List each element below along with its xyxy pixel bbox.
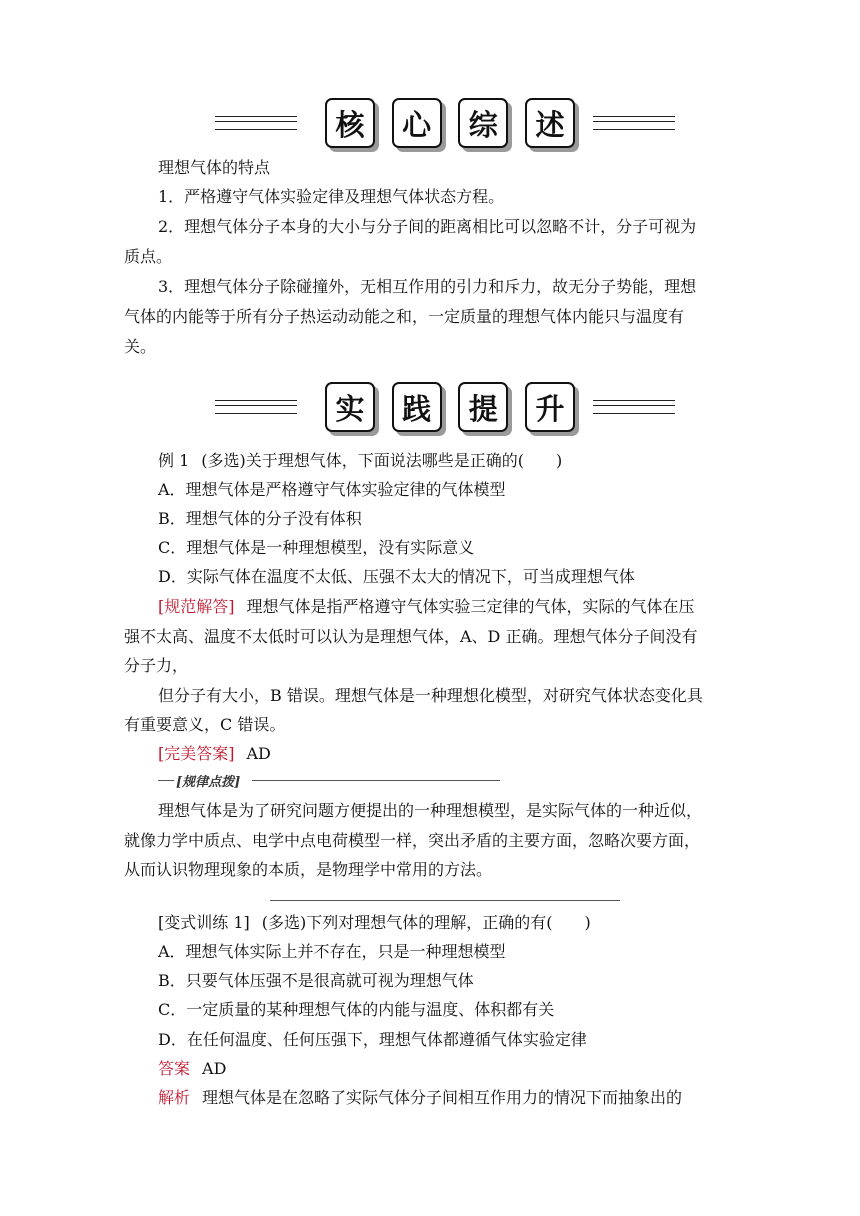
tip-line-3: 从而认识物理现象的本质，是物理学中常用的方法。 bbox=[124, 860, 493, 879]
example-1-option-d: D．实际气体在温度不太低、压强不太大的情况下，可当成理想气体 bbox=[158, 567, 635, 586]
section-banner-practice bbox=[205, 382, 685, 442]
banner-decor-line-right bbox=[593, 400, 675, 414]
example-1-solution-line-5: 有重要意义，C 错误。 bbox=[124, 715, 286, 734]
banner-char: 提 bbox=[458, 382, 508, 432]
banner-decor-line-right bbox=[593, 116, 675, 130]
summary-point-2-line-2: 质点。 bbox=[124, 247, 173, 266]
example-1-solution-line-1: [规范解答] 理想气体是指严格遵守气体实验三定律的气体，实际的气体在压 bbox=[158, 597, 695, 616]
exercise-1-option-a: A．理想气体实际上并不存在，只是一种理想模型 bbox=[158, 942, 506, 961]
tip-line-2: 就像力学中质点、电学中点电荷模型一样，突出矛盾的主要方面，忽略次要方面， bbox=[124, 831, 701, 850]
solution-label: [规范解答] bbox=[158, 597, 235, 616]
analysis-label: 解析 bbox=[158, 1088, 191, 1107]
example-1-question-text: (多选)关于理想气体，下面说法哪些是正确的( ) bbox=[201, 451, 563, 470]
banner-char: 践 bbox=[392, 382, 442, 432]
tip-rule-right bbox=[252, 780, 500, 781]
answer-label: 答案 bbox=[158, 1059, 191, 1078]
exercise-1-option-b: B．只要气体压强不是很高就可视为理想气体 bbox=[158, 971, 474, 990]
exercise-1-answer bbox=[158, 1058, 226, 1080]
tip-label: [规律点拨] bbox=[176, 775, 241, 790]
summary-point-3-line-1: 3．理想气体分子除碰撞外，无相互作用的引力和斥力，故无分子势能，理想 bbox=[158, 277, 697, 296]
answer-value: AD bbox=[202, 1059, 227, 1078]
banner-char: 实 bbox=[325, 382, 375, 432]
banner-char: 心 bbox=[392, 98, 442, 148]
answer-label: [完美答案] bbox=[158, 744, 235, 763]
exercise-1-option-c: C．一定质量的某种理想气体的内能与温度、体积都有关 bbox=[158, 1000, 555, 1019]
tip-rule-left bbox=[158, 780, 174, 781]
banner-char: 综 bbox=[458, 98, 508, 148]
example-1-label: 例 1 bbox=[158, 451, 190, 470]
example-1-solution-line-4: 但分子有大小，B 错误。理想气体是一种理想化模型，对研究气体状态变化具 bbox=[158, 686, 703, 705]
example-1-option-b: B．理想气体的分子没有体积 bbox=[158, 509, 362, 528]
summary-point-3-line-2: 气体的内能等于所有分子热运动动能之和，一定质量的理想气体内能只与温度有 bbox=[124, 307, 685, 326]
example-1-option-c: C．理想气体是一种理想模型，没有实际意义 bbox=[158, 538, 475, 557]
banner-char: 升 bbox=[525, 382, 575, 432]
example-1-question bbox=[158, 450, 562, 472]
exercise-1-option-d: D．在任何温度、任何压强下，理想气体都遵循气体实验定律 bbox=[158, 1030, 587, 1049]
banner-char: 核 bbox=[325, 98, 375, 148]
analysis-text: 理想气体是在忽略了实际气体分子间相互作用力的情况下而抽象出的 bbox=[202, 1088, 683, 1107]
example-1-answer bbox=[158, 743, 271, 765]
exercise-1-question-text: (多选)下列对理想气体的理解，正确的有( ) bbox=[261, 913, 591, 932]
section-banner-core-summary bbox=[205, 98, 685, 158]
exercise-1-analysis bbox=[158, 1087, 682, 1109]
answer-value: AD bbox=[246, 744, 271, 763]
tip-rule-bottom bbox=[270, 900, 620, 901]
banner-decor-line-left bbox=[215, 116, 297, 130]
banner-char: 述 bbox=[525, 98, 575, 148]
summary-point-2-line-1: 2．理想气体分子本身的大小与分子间的距离相比可以忽略不计，分子可视为 bbox=[158, 217, 697, 236]
exercise-1-question bbox=[158, 912, 591, 934]
banner-decor-line-left bbox=[215, 400, 297, 414]
example-1-solution-line-3: 分子力， bbox=[124, 656, 189, 675]
example-1-option-a: A．理想气体是严格遵守气体实验定律的气体模型 bbox=[158, 480, 506, 499]
summary-heading: 理想气体的特点 bbox=[158, 158, 271, 177]
summary-point-3-line-3: 关。 bbox=[124, 337, 157, 356]
summary-point-1: 1．严格遵守气体实验定律及理想气体状态方程。 bbox=[158, 187, 505, 206]
example-1-solution-line-2: 强不太高、温度不太低时可以认为是理想气体，A、D 正确。理想气体分子间没有 bbox=[124, 627, 698, 646]
tip-line-1: 理想气体是为了研究问题方便提出的一种理想模型，是实际气体的一种近似， bbox=[158, 801, 703, 820]
exercise-1-label: [变式训练 1] bbox=[158, 913, 250, 932]
